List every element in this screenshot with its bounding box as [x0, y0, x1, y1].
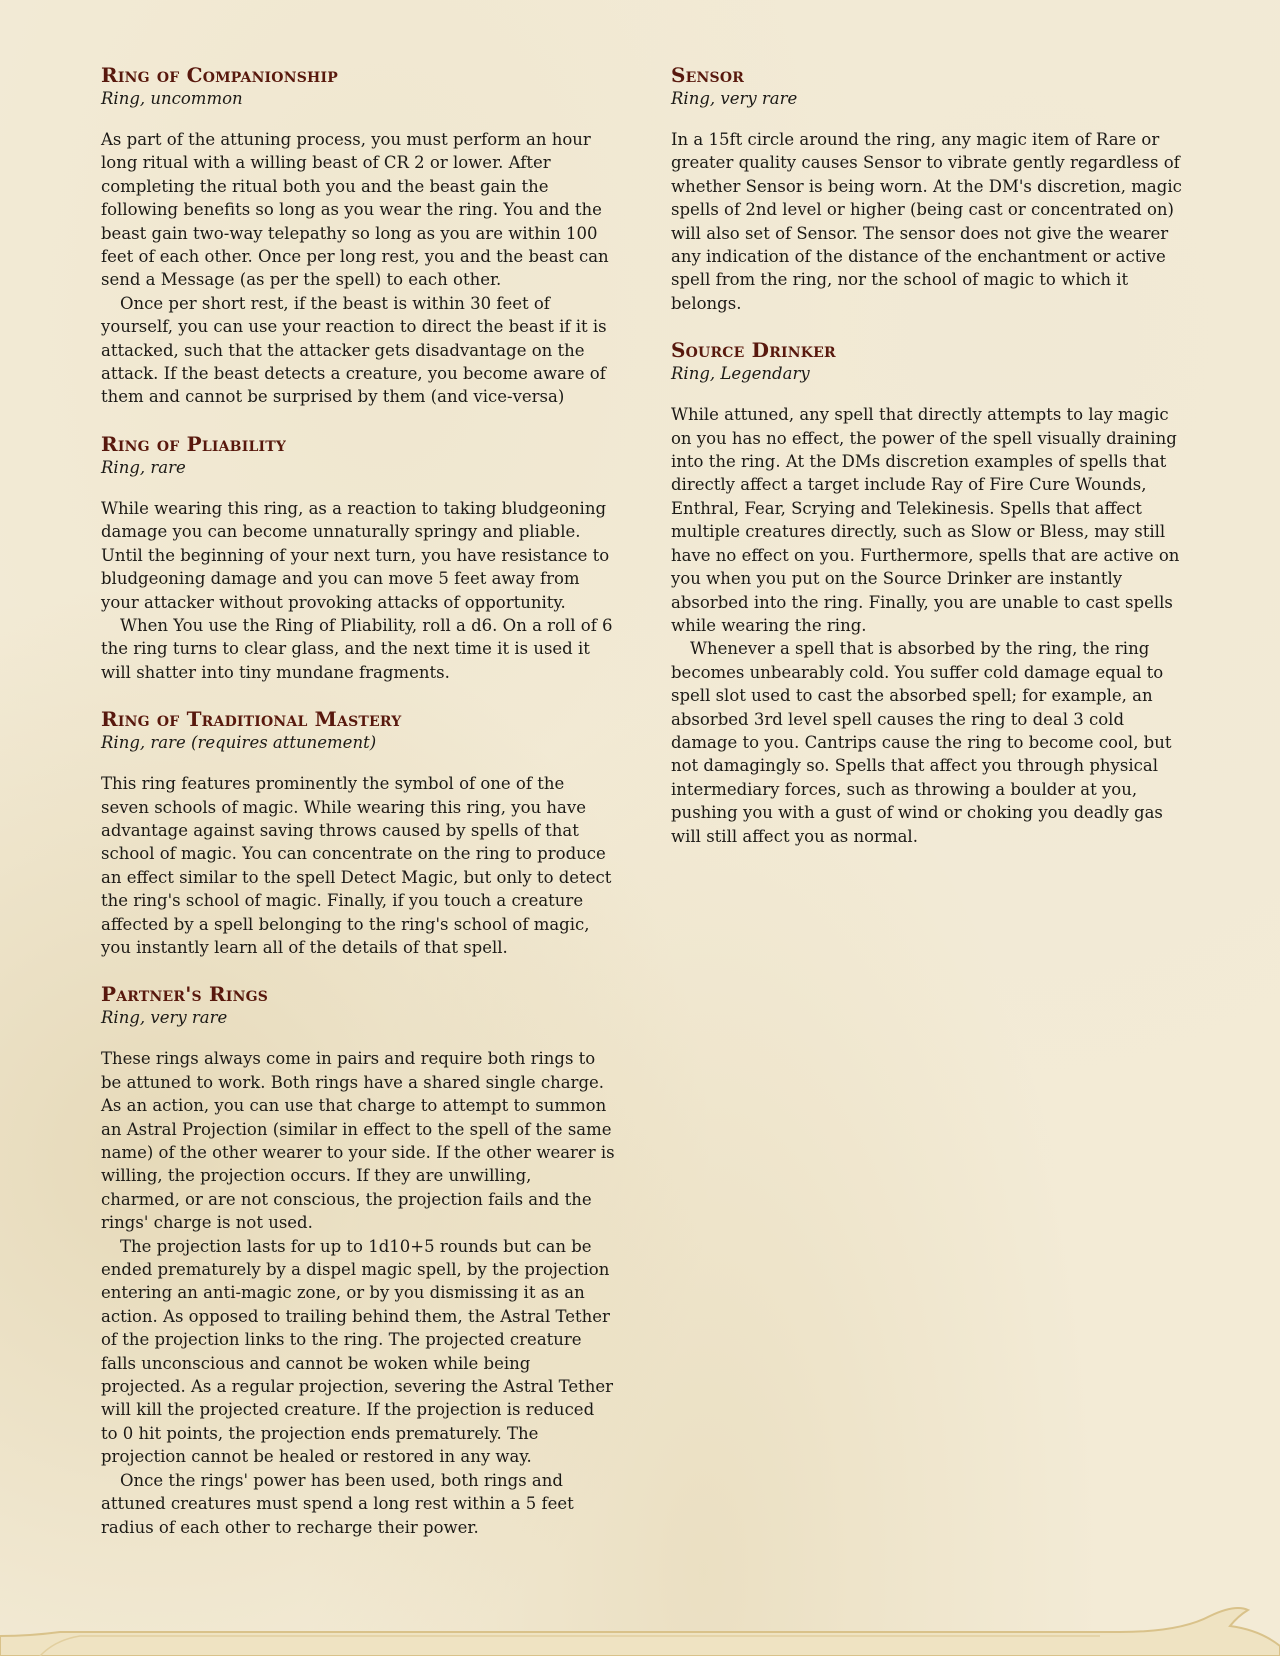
item-body	[101, 772, 615, 959]
item-partners-rings	[101, 981, 615, 1539]
item-source-drinker	[671, 337, 1185, 848]
item-paragraph: The projection lasts for up to 1d10+5 rounds but can be ended prematurely by a dispel magic spell, by the projection entering an anti-magic zone, or by you dismissing it as an action. As opposed to trailing behind them, the Astral Tether of the projection links to the ring. The projected creature falls unconscious and cannot be woken while being projected. As a regular projection, severing the Astral Tether will kill the projected creature. If the projection is reduced to 0 hit points, the projection ends prematurely. The projection cannot be healed or restored in any way.	[101, 1236, 614, 1467]
item-paragraph: Once per short rest, if the beast is within 30 feet of yourself, you can use your reaction to direct the beast if it is attacked, such that the attacker gets disadvantage on the attack. If the beast detects a creature, you become aware of them and cannot be surprised by them (and vice-versa)	[101, 293, 607, 407]
item-title: Source Drinker	[671, 338, 836, 363]
item-paragraph: As part of the attuning process, you must perform an hour long ritual with a willing beast of CR 2 or lower. After completing the ritual both you and the beast gain the following benefits so long as you wear the ring. You and the beast gain two-way telepathy so long as you are within 100 feet of each other. Once per long rest, you and the beast can send a Message (as per the spell) to each other.	[101, 130, 609, 290]
item-paragraph: When You use the Ring of Pliability, roll a d6. On a roll of 6 the ring turns to clear glass, and the next time it is used it will shatter into tiny mundane fragments.	[101, 615, 613, 682]
item-title: Ring of Traditional Mastery	[101, 707, 402, 732]
item-title: Ring of Companionship	[101, 63, 338, 87]
item-body	[101, 497, 615, 684]
item-type: Ring, rare (requires attunement)	[101, 733, 377, 753]
item-paragraph: Once the rings' power has been used, both rings and attuned creatures must spend a long rest within a 5 feet radius of each other to recharge their power.	[101, 1470, 574, 1537]
item-body	[101, 1047, 615, 1539]
item-paragraph: In a 15ft circle around the ring, any magic item of Rare or greater quality causes Sensor to vibrate gently regardless of whether Sensor is being worn. At the DM's discretion, magic spells of 2nd level or higher (being cast or concentrated on) will also set of Sensor. The sensor does not give the wearer any indication of the distance of the enchantment or active spell from the ring, nor the school of magic to which it belongs.	[671, 130, 1182, 313]
item-paragraph: This ring features prominently the symbol of one of the seven schools of magic. While wearing this ring, you have advantage against saving throws caused by spells of that school of magic. You can concentrate on the ring to produce an effect similar to the spell Detect Magic, but only to detect the ring's school of magic. Finally, if you touch a creature affected by a spell belonging to the ring's school of magic, you instantly learn all of the details of that spell.	[101, 774, 612, 957]
item-title: Partner's Rings	[101, 982, 269, 1007]
item-body	[671, 128, 1185, 315]
item-type: Ring, uncommon	[101, 89, 243, 108]
item-ring-of-traditional-mastery	[101, 706, 615, 959]
item-title: Ring of Pliability	[101, 431, 287, 456]
item-paragraph: Whenever a spell that is absorbed by the ring, the ring becomes unbearably cold. You suffer cold damage equal to spell slot used to cast the absorbed spell; for example, an absorbed 3rd level spell causes the ring to deal 3 cold damage to you. Cantrips cause the ring to become cool, but not damagingly so. Spells that affect you through physical intermediary forces, such as throwing a boulder at you, pushing you with a gust of wind or choking you deadly gas will still affect you as normal.	[671, 639, 1172, 846]
item-type: Ring, rare	[101, 457, 186, 477]
item-paragraph: While attuned, any spell that directly attempts to lay magic on you has no effect, the power of the spell visually draining into the ring. At the DMs discretion examples of spells that directly affect a target include Ray of Fire Cure Wounds, Enthral, Fear, Scrying and Telekinesis. Spells that affect multiple creatures directly, such as Slow or Bless, may still have no effect on you. Furthermore, spells that are active on you when you put on the Source Drinker are instantly absorbed into the ring. Finally, you are unable to cast spells while wearing the ring.	[671, 405, 1180, 635]
item-body	[671, 403, 1185, 848]
item-sensor	[671, 62, 1185, 315]
item-type: Ring, Legendary	[671, 364, 810, 384]
right-column	[671, 62, 1185, 870]
item-ring-of-pliability	[101, 431, 615, 684]
left-column	[101, 62, 615, 1561]
item-ring-of-companionship	[101, 62, 615, 409]
item-paragraph: While wearing this ring, as a reaction to taking bludgeoning damage you can become unnaturally springy and pliable. Until the beginning of your next turn, you have resistance to bludgeoning damage and you can move 5 feet away from your attacker without provoking attacks of opportunity.	[101, 498, 610, 612]
item-body	[101, 128, 615, 409]
item-type: Ring, very rare	[671, 89, 798, 108]
footer-ornament	[0, 1596, 1280, 1656]
item-type: Ring, very rare	[101, 1008, 228, 1028]
item-paragraph: These rings always come in pairs and require both rings to be attuned to work. Both rings have a shared single charge. As an action, you can use that charge to attempt to summon an Astral Projection (similar in effect to the spell of the same name) of the other wearer to your side. If the other wearer is willing, the projection occurs. If they are unwilling, charmed, or are not conscious, the projection fails and the rings' charge is not used.	[101, 1049, 615, 1233]
item-title: Sensor	[671, 63, 745, 87]
